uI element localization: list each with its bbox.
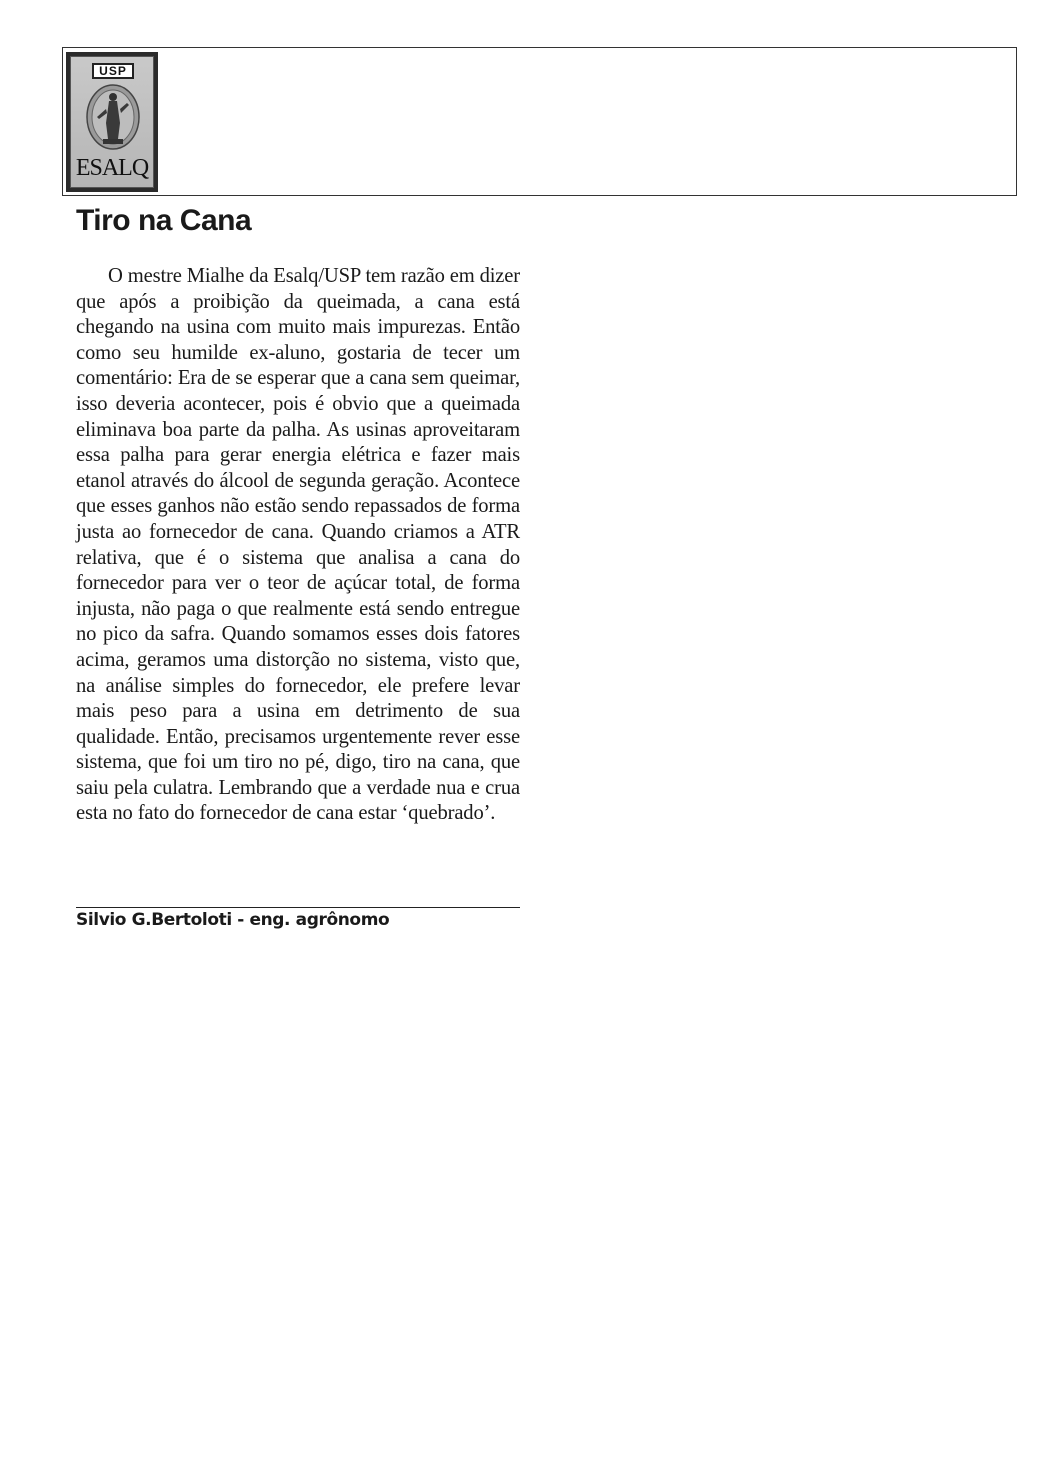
logo-usp-text: USP <box>92 63 134 79</box>
logo-panel <box>70 56 154 188</box>
logo-esalq-text: ESALQ <box>75 155 149 181</box>
statue-emblem-icon <box>83 83 143 151</box>
article-body: O mestre Mialhe da Esalq/USP tem razão em dizer que após a proibição da queimada, a cana está chegando na usina com muito mais impurezas. Então como seu humilde ex-aluno, gostaria de tecer um comentário: Era de se esperar que a cana sem queimar, isso deveria acontecer, pois é obvio que a queimada eliminava boa parte da palha. As usinas aproveitaram essa palha para gerar energia elétrica e fazer mais etanol através do álcool de segunda geração. Acontece que esses ganhos não estão sendo repassados de forma justa ao fornecedor de cana. Quando criamos a ATR relativa, que é o sistema que analisa a cana do fornecedor para ver o teor de açúcar total, de forma injusta, não paga o que realmente está sendo entregue no pico da safra. Quando somamos esses dois fatores acima, geramos uma distorção no sistema, visto que, na análise simples do fornecedor, ele prefere levar mais peso para a usina em detrimento de sua qualidade. Então, precisamos urgentemente rever esse sistema, que foi um tiro no pé, digo, tiro na cana, que saiu pela culatra. Lembrando que a verdade nua e crua esta no fato do fornecedor de cana estar ‘quebrado’. <box>76 265 520 825</box>
clipping-header-frame <box>62 47 1017 196</box>
article-divider <box>76 907 520 908</box>
article-title: Tiro na Cana <box>76 204 252 237</box>
usp-esalq-logo <box>66 52 158 192</box>
author-signature: Silvio G.Bertoloti - eng. agrônomo <box>76 910 390 930</box>
